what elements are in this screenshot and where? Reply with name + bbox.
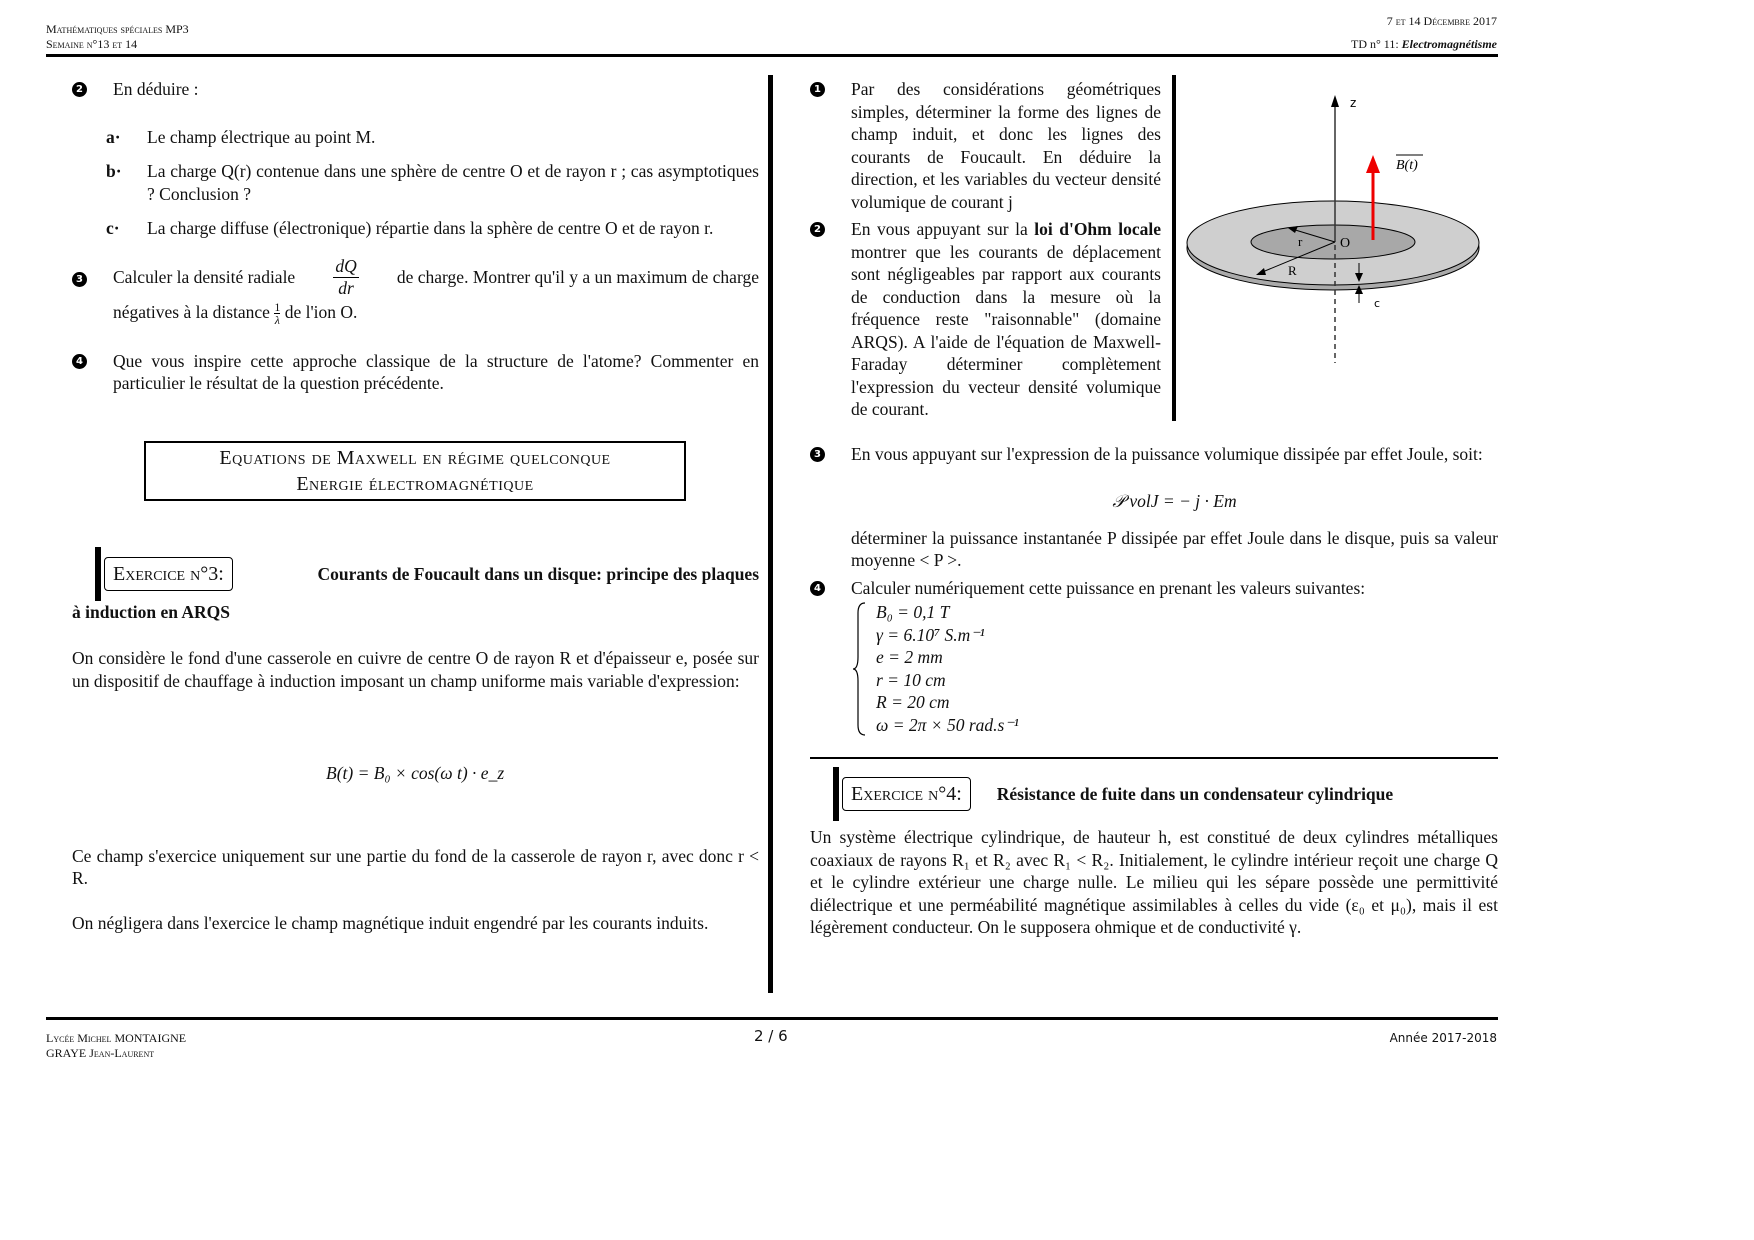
fraction-denominator: dr [338, 277, 354, 298]
right-top-block [810, 75, 1498, 421]
section-title-line1: Equations de Maxwell en régime quelconque [219, 446, 611, 469]
left-column [72, 78, 759, 934]
b-arrow-head-icon [1366, 155, 1380, 173]
fraction-one-over-lambda [274, 301, 280, 326]
label-c: c [1374, 297, 1381, 310]
page-number: 2 / 6 [754, 1027, 788, 1045]
r-q4-text: Calculer numériquement cette puissance en prenant les valeurs suivantes: [851, 577, 1366, 598]
paragraph-intro: On considère le fond d'une casserole en cuivre de centre O de rayon R et d'épaisseur e, posée sur un dispositif de chauffage à induction imposant un champ uniforme mais variable d'expression: [72, 648, 759, 691]
q3-text-2: de charge. Montrer qu'il y a un maximum de charge [396, 266, 759, 287]
value-R: R = 20 cm [876, 692, 950, 712]
exercise4-paragraph: Un système électrique cylindrique, de hauteur h, est constitué de deux cylindres métalliques coaxiaux de rayons R₁ et R₂ avec R₁ < R₂. Initialement, le cylindre intérieur reçoit une charge Q et le cylindre extérieur une charge nulle. Le milieu qui les sépare possède une permittivité diélectrique et une perméabilité magnétique assimilables à celles du vide (ε₀ et μ₀), mais il est légèrement conducteur. On le supposera ohmique et de conductivité γ. [810, 827, 1498, 937]
paragraph-field-region: Ce champ s'exercice uniquement sur une partie du fond de la casserole de rayon r, avec donc r < R. [72, 845, 759, 889]
item-c-row [72, 217, 759, 240]
item-key-b: b· [106, 161, 122, 181]
r-question-3 [810, 443, 1498, 572]
exercise-separator [810, 757, 1498, 759]
column-divider [768, 75, 773, 993]
exercise3-title-1: Courants de Foucault dans un disque: principe des plaques [317, 563, 759, 584]
item-b-row [72, 160, 759, 205]
header-td [1351, 37, 1497, 52]
footer-year: Année 2017-2018 [1389, 1031, 1497, 1045]
exercise3-title-2: à induction en ARQS [72, 601, 231, 622]
header-date: 7 et 14 Décembre 2017 [1386, 14, 1497, 28]
fraction2-numerator: 1 [274, 299, 281, 314]
exercise4-header [833, 767, 1498, 821]
value-gamma: γ = 6.10⁷ S.m⁻¹ [876, 624, 985, 645]
value-e: e = 2 mm [876, 647, 943, 667]
r-q3-text-2: déterminer la puissance instantanée P dissipée par effet Joule dans le disque, puis sa valeur moyenne < P >. [851, 527, 1498, 570]
disk-inner [1251, 225, 1415, 259]
header-td-prefix: TD n° 11: [1350, 37, 1402, 51]
q3-text-3: négatives à la distance [113, 301, 270, 322]
r-q1-text: Par des considérations géométriques simples, déterminer la forme des lignes de champ induit, et donc les lignes des courants de Foucault. En déduire la direction, et les variables du vecteur densité volumique de courant j [851, 79, 1161, 212]
z-arrow-icon [1331, 95, 1339, 107]
exercise4-label: Exercice n°4: [842, 777, 971, 811]
fraction2-denominator: λ [274, 312, 280, 327]
value-B0: B₀ = 0,1 T [876, 602, 950, 622]
r-question-1 [810, 78, 1161, 213]
header-week: Semaine n°13 et 14 [46, 37, 138, 51]
r-q3-text: En vous appuyant sur l'expression de la puissance volumique dissipée par effet Joule, soit: [851, 443, 1483, 464]
label-z: z [1350, 96, 1357, 110]
figure-divider [1172, 75, 1176, 421]
r-question-4 [810, 577, 1498, 738]
item-b: La charge Q(r) contenue dans une sphère de centre O et de rayon r ; cas asymptotiques ? Conclusion ? [147, 161, 759, 204]
value-r: r = 10 cm [876, 669, 946, 690]
section-title-line2: Energie électromagnétique [296, 472, 534, 495]
item-a-row [72, 126, 759, 149]
q4-text: Que vous inspire cette approche classique de la structure de l'atome? Commenter en particulier le résultat de la question précédente. [113, 350, 759, 394]
label-R: R [1288, 263, 1297, 278]
item-a: Le champ électrique au point M. [147, 126, 376, 147]
header-td-title: Electromagnétisme [1401, 37, 1497, 51]
formula-B-field: B(t) = B₀ × cos(ω t) · e_z [326, 763, 505, 784]
item-c: La charge diffuse (électronique) répartie dans la sphère de centre O et de rayon r. [147, 218, 714, 238]
brace-icon [851, 601, 871, 737]
q3-line-2 [113, 301, 759, 326]
footer-school: Lycée Michel MONTAIGNE [46, 1031, 187, 1045]
item-key-a: a· [106, 126, 121, 147]
q3-text-1: Calculer la densité radiale [113, 266, 296, 287]
exercise3-bar [95, 547, 101, 601]
r-question-2 [810, 218, 1161, 421]
exercise4-title: Résistance de fuite dans un condensateur cylindrique [996, 783, 1394, 804]
r-question-number-4: 4 [810, 581, 825, 596]
formula-joule-power: 𝒫 volJ = − j · Em [1112, 491, 1237, 511]
label-B: B(t) [1396, 158, 1418, 173]
header-course: Mathématiques spéciales MP3 [46, 22, 189, 36]
footer-author: GRAYE Jean-Laurent [46, 1046, 155, 1060]
q3-line-1 [113, 256, 759, 299]
r-q2-post: montrer que les courants de déplacement sont négligeables par rapport aux courants de conduction dans la mesure où la fréquence reste "raisonnable" (domaine ARQS). A l'aide de l'équation de Maxwell-Faraday déterminer complètement l'expression du vecteur densité volumique de courant. [851, 241, 1161, 419]
right-top-questions [810, 75, 1161, 421]
question-number-2: 2 [72, 82, 87, 97]
question-number-3: 3 [72, 272, 87, 287]
values-list [876, 601, 1019, 737]
fraction-numerator: dQ [335, 255, 357, 276]
header-rule [46, 54, 1498, 57]
r-question-number-2: 2 [810, 222, 825, 237]
r-q2-bold: loi d'Ohm locale [1034, 219, 1162, 239]
item-key-c: c· [106, 218, 120, 238]
r-question-number-1: 1 [810, 82, 825, 97]
value-omega: ω = 2π × 50 rad.s⁻¹ [876, 714, 1019, 735]
question-4 [72, 350, 759, 395]
disk-figure [1180, 85, 1500, 375]
footer-rule [46, 1017, 1498, 1020]
fraction-dq-dr [333, 256, 358, 299]
question-2 [72, 78, 759, 101]
values-block [851, 601, 1498, 737]
r-question-number-3: 3 [810, 447, 825, 462]
r-q2-pre: En vous appuyant sur la [851, 219, 1035, 239]
paragraph-neglect: On négligera dans l'exercice le champ magnétique induit engendré par les courants induits. [72, 912, 709, 933]
exercise3-header [95, 547, 759, 601]
right-column [810, 75, 1498, 939]
r-q2-text [851, 218, 1161, 421]
q2-label: En déduire : [113, 79, 199, 99]
section-title-box [144, 441, 686, 501]
label-r: r [1298, 234, 1303, 249]
q3-text-4: de l'ion O. [284, 301, 358, 322]
exercise3-label: Exercice n°3: [104, 557, 233, 591]
question-number-4: 4 [72, 354, 87, 369]
label-O: O [1340, 236, 1351, 251]
question-3 [72, 256, 759, 326]
exercise4-bar [833, 767, 839, 821]
